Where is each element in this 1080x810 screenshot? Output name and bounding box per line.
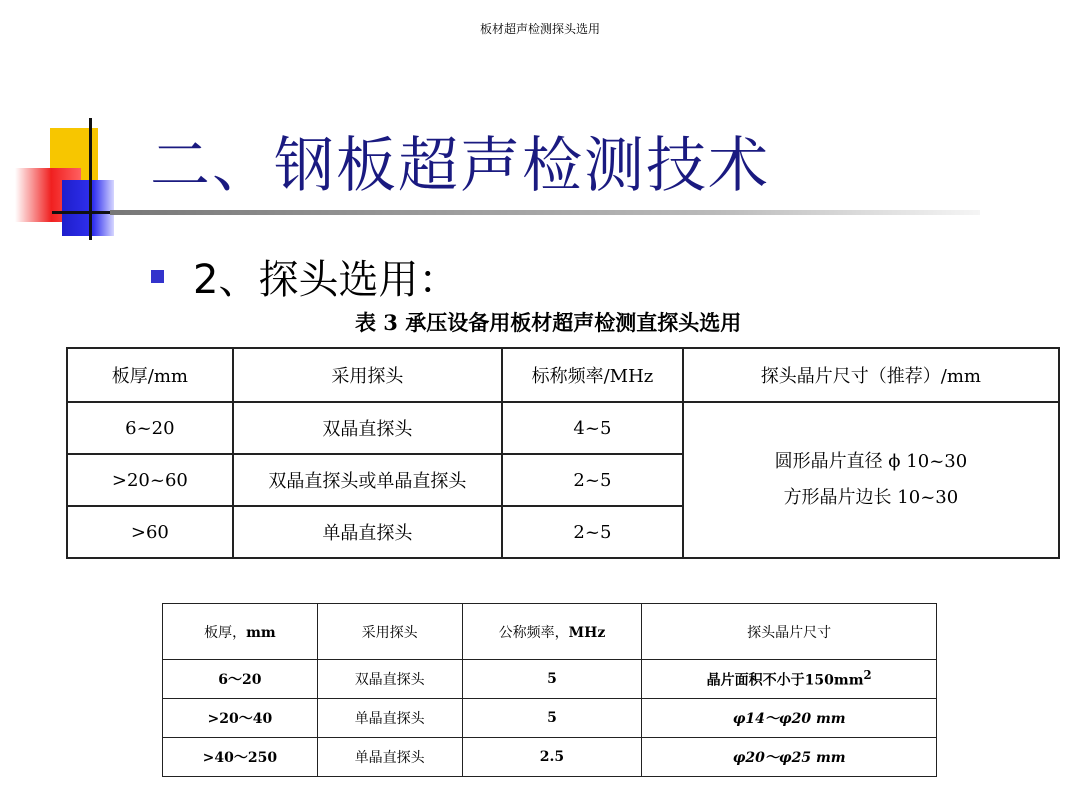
crystal-size-text: 晶片面积不小于150mm	[706, 672, 864, 689]
header-unit: mm	[246, 624, 276, 641]
table-header-row	[163, 604, 937, 660]
table-row	[163, 660, 937, 699]
crystal-size-cell	[642, 660, 937, 699]
crystal-size-cell	[642, 738, 937, 777]
vertical-line-shape	[89, 118, 92, 240]
table-header-row	[67, 348, 1059, 402]
slide-title: 二、钢板超声检测技术	[150, 131, 770, 201]
decorative-logo	[0, 110, 150, 250]
slide-subtitle: 2、探头选用：	[193, 257, 459, 303]
thickness-cell: 6～20	[163, 660, 318, 699]
header-cell: 采用探头	[233, 348, 502, 402]
header-cell: 标称频率/MHz	[502, 348, 683, 402]
thickness-cell: >60	[67, 506, 233, 558]
thickness-cell: >40～250	[163, 738, 318, 777]
table-row	[163, 738, 937, 777]
table-caption: 表 3 承压设备用板材超声检测直探头选用	[355, 310, 742, 335]
header-cell: 探头晶片尺寸（推荐）/mm	[683, 348, 1059, 402]
crystal-size-text: φ20～φ25 mm	[732, 750, 846, 766]
page-header: 板材超声检测探头选用	[479, 22, 600, 36]
header-cell	[462, 604, 642, 660]
header-cn: 探头晶片尺寸	[747, 624, 832, 641]
frequency-cell: 2~5	[502, 454, 683, 506]
title-underline	[110, 210, 980, 215]
crystal-size-cell	[642, 699, 937, 738]
frequency-cell: 5	[462, 699, 642, 738]
probe-cell: 双晶直探头	[317, 660, 462, 699]
header-cell: 板厚/mm	[67, 348, 233, 402]
typed-probe-table	[162, 603, 937, 777]
probe-cell: 单晶直探头	[233, 506, 502, 558]
crystal-size-text: φ14～φ20 mm	[732, 711, 846, 727]
frequency-cell: 2~5	[502, 506, 683, 558]
blue-square-shape	[62, 180, 114, 236]
superscript: 2	[863, 668, 872, 683]
frequency-cell: 4~5	[502, 402, 683, 454]
header-unit: MHz	[568, 624, 606, 641]
header-cn: 采用探头	[361, 624, 418, 641]
probe-cell: 双晶直探头或单晶直探头	[233, 454, 502, 506]
thickness-cell: >20～40	[163, 699, 318, 738]
crystal-size-cell	[683, 402, 1059, 558]
header-cell	[642, 604, 937, 660]
crystal-size-line: 方形晶片边长 10~30	[783, 487, 959, 508]
thickness-cell: 6~20	[67, 402, 233, 454]
probe-cell: 单晶直探头	[317, 699, 462, 738]
table-row	[163, 699, 937, 738]
header-cn: 公称频率，	[498, 624, 569, 641]
frequency-cell: 2.5	[462, 738, 642, 777]
probe-cell: 单晶直探头	[317, 738, 462, 777]
frequency-cell: 5	[462, 660, 642, 699]
table-row	[67, 402, 1059, 454]
header-cell	[163, 604, 318, 660]
probe-cell: 双晶直探头	[233, 402, 502, 454]
bullet-icon	[151, 270, 164, 283]
scanned-probe-table	[66, 347, 1060, 559]
header-cell	[317, 604, 462, 660]
thickness-cell: >20~60	[67, 454, 233, 506]
crystal-size-line: 圆形晶片直径 ϕ 10~30	[774, 451, 968, 472]
header-cn: 板厚，	[204, 624, 247, 641]
